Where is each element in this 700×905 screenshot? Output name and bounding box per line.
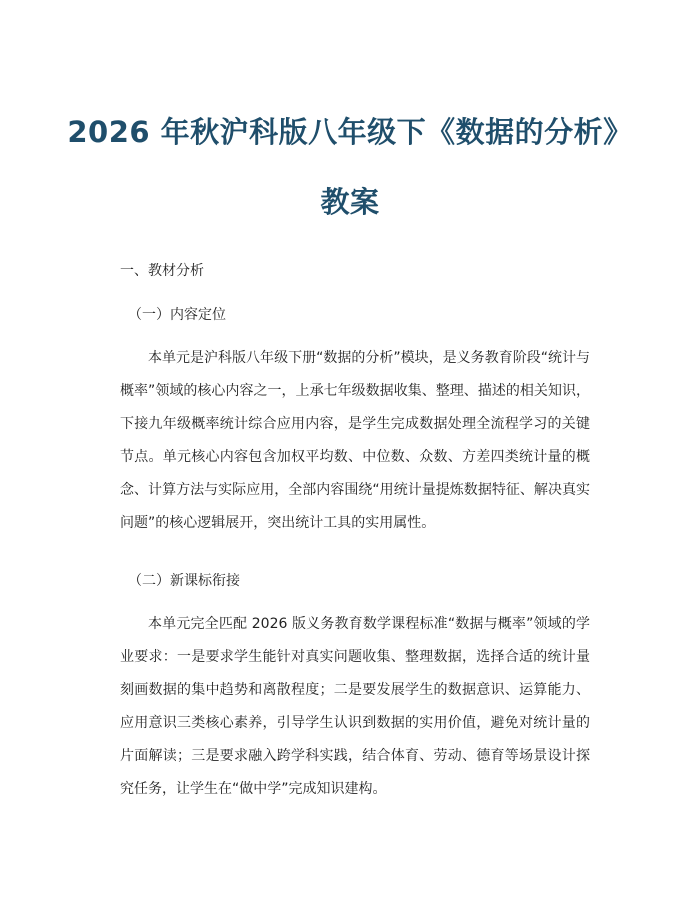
subsection-heading-content-positioning: （一）内容定位: [128, 307, 226, 323]
paragraph-curriculum-alignment: 本单元完全匹配 2026 版义务教育数学课程标准“数据与概率”领域的学业要求：一是要求学生能针对真实问题收集、整理数据，选择合适的统计量刻画数据的集中趋势和离散程度；二是要发展学生的数据意识、运算能力、应用意识三类核心素养，引导学生认识到数据的实用价值，避免对统计量的片面解读；三是要求融入跨学科实践，结合体育、劳动、德育等场景设计探究任务，让学生在“做中学”完成知识建构。: [120, 616, 590, 797]
subsection-heading-curriculum-alignment: （二）新课标衔接: [128, 573, 240, 589]
document-title-line-1: 2026 年秋沪科版八年级下《数据的分析》: [67, 115, 633, 149]
document-title-line-2: 教案: [320, 185, 380, 219]
paragraph-content-positioning: 本单元是沪科版八年级下册“数据的分析”模块，是义务教育阶段“统计与概率”领域的核心内容之一，上承七年级数据收集、整理、描述的相关知识，下接九年级概率统计综合应用内容，是学生完成数据处理全流程学习的关键节点。单元核心内容包含加权平均数、中位数、众数、方差四类统计量的概念、计算方法与实际应用，全部内容围绕“用统计量提炼数据特征、解决真实问题”的核心逻辑展开，突出统计工具的实用属性。: [120, 350, 590, 531]
section-heading-textbook-analysis: 一、教材分析: [120, 263, 204, 279]
